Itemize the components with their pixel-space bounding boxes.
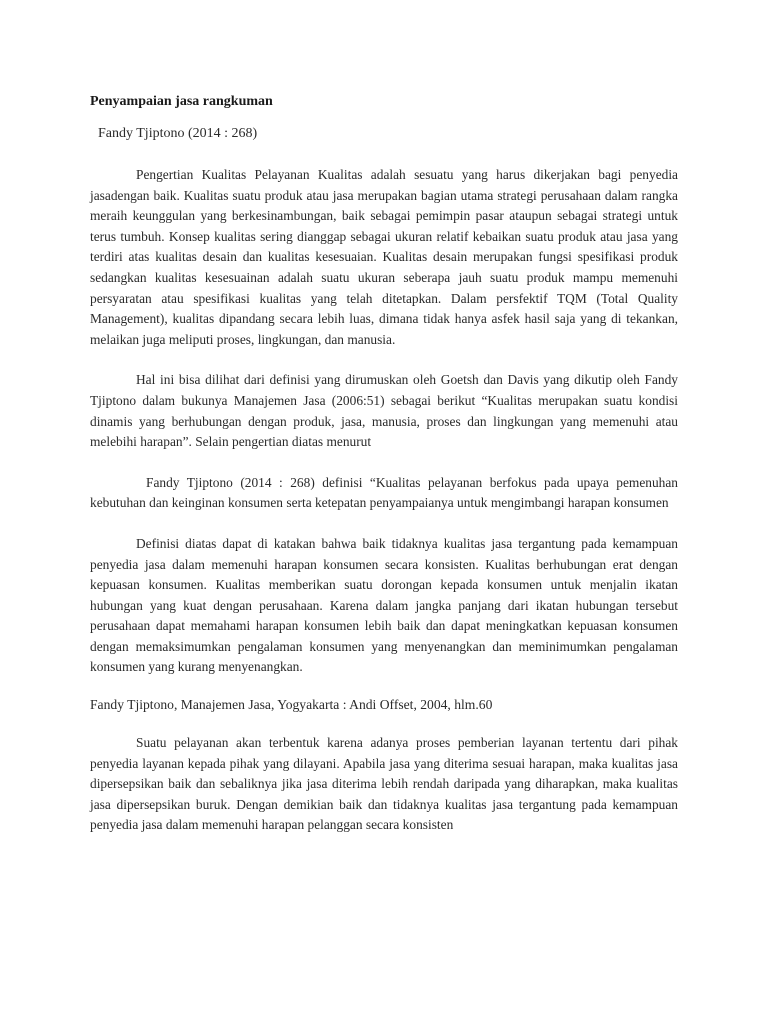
author-citation: Fandy Tjiptono (2014 : 268) bbox=[98, 126, 258, 141]
paragraph-tjiptono-definition: Fandy Tjiptono (2014 : 268) definisi “Kualitas pelayanan berfokus pada upaya pemenuhan kebutuhan dan keinginan konsumen serta ketepatan penyampaianya untuk mengimbangi harapan konsumen bbox=[90, 474, 678, 511]
paragraph-definisi-diatas: Definisi diatas dapat di katakan bahwa baik tidaknya kualitas jasa tergantung pada kemampuan penyedia jasa dalam memenuhi harapan konsumen secara konsisten. Kualitas berhubungan erat dengan kepuasan konsumen. Kualitas memberikan suatu dorongan kepada konsumen untuk menjalin ikatan hubungan yang kuat dengan perusahaan. Karena dalam jangka panjang dari ikatan hubungan tersebut perusahaan dapat memahami harapan konsumen lebih baik dan dapat meningkatkan kepuasan konsumen dengan memaksimumkan pengalaman konsumen yang menyenangkan dan meminimumkan pengalaman konsumen yang kurang menyenangkan. bbox=[90, 535, 678, 675]
paragraph-goetsh-davis: Hal ini bisa dilihat dari definisi yang dirumuskan oleh Goetsh dan Davis yang dikutip oleh Fandy Tjiptono dalam bukunya Manajemen Jasa (2006:51) sebagai berikut “Kualitas merupakan suatu kondisi dinamis yang berhubungan dengan produk, jasa, manusia, proses dan lingkungan yang memenuhi atau melebihi harapan”. Selain pengertian diatas menurut bbox=[90, 372, 678, 450]
document-title: Penyampaian jasa rangkuman bbox=[90, 94, 273, 109]
paragraph-kualitas-pelayanan: Pengertian Kualitas Pelayanan Kualitas adalah sesuatu yang harus dikerjakan bagi penyedia jasadengan baik. Kualitas suatu produk atau jasa merupakan bagian utama strategi perusahaan dalam rangka meraih keunggulan yang berkesinambungan, baik sebagai pemimpin pasar ataupun sebagai strategi untuk terus tumbuh. Konsep kualitas sering dianggap sebagai ukuran relatif kebaikan suatu produk atau jasa yang terdiri atas kualitas desain dan kualitas kesesuaian. Kualitas desain merupakan fungsi spesifikasi produk sedangkan kualitas kesesuainan adalah suatu ukuran seberapa jauh suatu produk mampu memenuhi persyaratan atau spesifikasi kualitas yang telah ditetapkan. Dalam persfektif TQM (Total Quality Management), kualitas dipandang secara lebih luas, dimana tidak hanya asfek hasil saja yang di tekankan, melaikan juga meliputi proses, lingkungan, dan manusia. bbox=[90, 167, 678, 347]
reference-citation: Fandy Tjiptono, Manajemen Jasa, Yogyakarta : Andi Offset, 2004, hlm.60 bbox=[90, 697, 493, 713]
document-page bbox=[90, 92, 678, 836]
paragraph-suatu-pelayanan: Suatu pelayanan akan terbentuk karena adanya proses pemberian layanan tertentu dari pihak penyedia layanan kepada pihak yang dilayani. Apabila jasa yang diterima sesuai harapan, maka kualitas jasa dipersepsikan baik dan sebaliknya jika jasa diterima lebih rendah daripada yang diharapkan, maka kualitas jasa dipersepsikan buruk. Dengan demikian baik dan tidaknya kualitas jasa tergantung pada kemampuan penyedia jasa dalam memenuhi harapan pelanggan secara konsisten bbox=[90, 735, 678, 833]
